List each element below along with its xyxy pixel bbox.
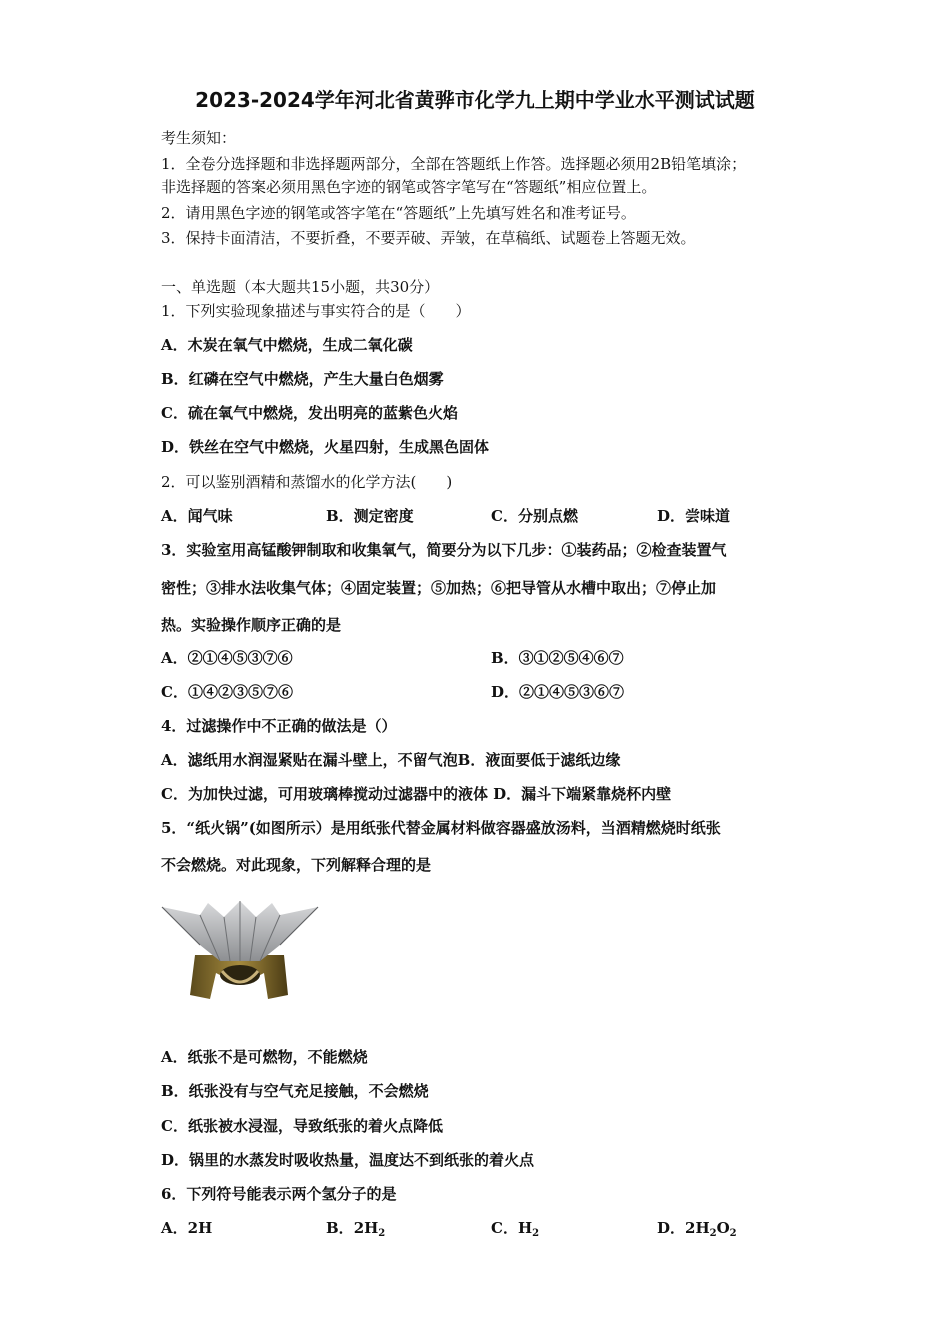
question-2-option-a: A．闻气味 bbox=[161, 507, 233, 525]
question-3-option-b: B．③①②⑤④⑥⑦ bbox=[491, 649, 624, 667]
question-5-stem: 5．“纸火锅”(如图所示）是用纸张代替金属材料做容器盛放汤料，当酒精燃烧时纸张 bbox=[161, 819, 721, 837]
question-4-stem: 4．过滤操作中不正确的做法是（） bbox=[161, 717, 397, 735]
question-6-stem: 6．下列符号能表示两个氢分子的是 bbox=[161, 1185, 397, 1203]
question-5-option-a: A．纸张不是可燃物，不能燃烧 bbox=[161, 1048, 368, 1066]
notice-heading: 考生须知： bbox=[161, 129, 237, 147]
section-heading: 一、单选题（本大题共15小题，共30分） bbox=[161, 278, 440, 296]
question-5-option-c: C．纸张被水浸湿，导致纸张的着火点降低 bbox=[161, 1117, 443, 1135]
page-title: 2023-2024学年河北省黄骅市化学九上期中学业水平测试试题 bbox=[195, 88, 755, 112]
question-4-option-cd: C．为加快过滤，可用玻璃棒搅动过滤器中的液体 D．漏斗下端紧靠烧杯内壁 bbox=[161, 785, 672, 803]
question-5-stem: 不会燃烧。对此现象，下列解释合理的是 bbox=[161, 856, 432, 874]
notice-item: 1．全卷分选择题和非选择题两部分，全部在答题纸上作答。选择题必须用2B铅笔填涂； bbox=[161, 155, 747, 173]
question-3-stem: 3．实验室用高锰酸钾制取和收集氧气，简要分为以下几步：①装药品；②检查装置气 bbox=[161, 541, 727, 559]
question-2-option-d: D．尝味道 bbox=[657, 507, 731, 525]
question-1-option-d: D．铁丝在空气中燃烧，火星四射，生成黑色固体 bbox=[161, 438, 490, 456]
question-3-option-c: C．①④②③⑤⑦⑥ bbox=[161, 683, 293, 701]
question-6-option-a: A．2H bbox=[161, 1219, 213, 1237]
question-6-option-b: B．$2H_2$ bbox=[326, 1219, 386, 1239]
notice-item: 3．保持卡面清洁，不要折叠，不要弄破、弄皱，在草稿纸、试题卷上答题无效。 bbox=[161, 229, 696, 247]
question-3-stem: 密性；③排水法收集气体；④固定装置；⑤加热；⑥把导管从水槽中取出；⑦停止加 bbox=[161, 579, 717, 597]
question-2-stem: 2．可以鉴别酒精和蒸馏水的化学方法( ) bbox=[161, 473, 453, 491]
question-1-option-b: B．红磷在空气中燃烧，产生大量白色烟雾 bbox=[161, 370, 444, 388]
paper-hotpot-image bbox=[160, 895, 320, 1005]
question-3-stem: 热。实验操作顺序正确的是 bbox=[161, 616, 342, 634]
question-3-option-a: A．②①④⑤③⑦⑥ bbox=[161, 649, 293, 667]
question-1-option-a: A．木炭在氧气中燃烧，生成二氧化碳 bbox=[161, 336, 413, 354]
question-6-option-d: D．$2H_2O_2$ bbox=[657, 1219, 737, 1239]
question-2-option-b: B．测定密度 bbox=[326, 507, 414, 525]
question-3-option-d: D．②①④⑤③⑥⑦ bbox=[491, 683, 625, 701]
question-1-option-c: C．硫在氧气中燃烧，发出明亮的蓝紫色火焰 bbox=[161, 404, 458, 422]
question-5-option-b: B．纸张没有与空气充足接触，不会燃烧 bbox=[161, 1082, 429, 1100]
question-4-option-ab: A．滤纸用水润湿紧贴在漏斗壁上，不留气泡B．液面要低于滤纸边缘 bbox=[161, 751, 621, 769]
question-1-stem: 1．下列实验现象描述与事实符合的是（ ） bbox=[161, 302, 471, 320]
notice-item: 2．请用黑色字迹的钢笔或答字笔在“答题纸”上先填写姓名和准考证号。 bbox=[161, 204, 636, 222]
question-6-option-c: C．$H_2$ bbox=[491, 1219, 540, 1239]
question-5-option-d: D．锅里的水蒸发时吸收热量，温度达不到纸张的着火点 bbox=[161, 1151, 535, 1169]
notice-item: 非选择题的答案必须用黑色字迹的钢笔或答字笔写在“答题纸”相应位置上。 bbox=[161, 178, 657, 196]
question-2-option-c: C．分别点燃 bbox=[491, 507, 578, 525]
